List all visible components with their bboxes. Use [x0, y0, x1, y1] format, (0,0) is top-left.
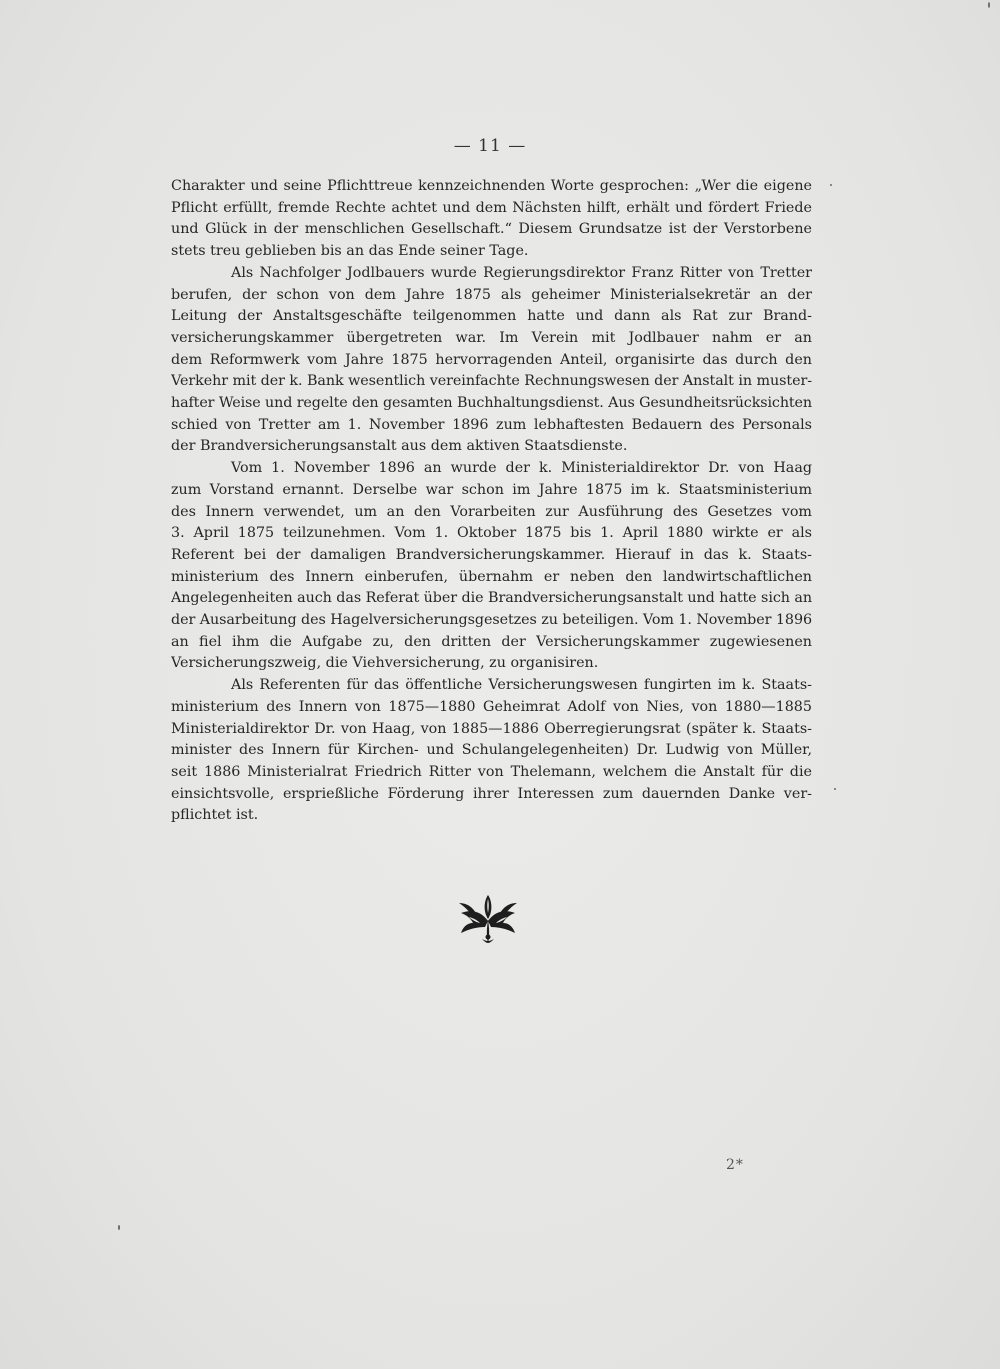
text-line: Charakter und seine Pflichttreue kennzeichnenden Worte gesprochen: „Wer die eigene [171, 178, 812, 194]
text-line: versicherungskammer übergetreten war. Im Verein mit Jodlbauer nahm er an [171, 329, 812, 346]
text-line: einsichtsvolle, ersprießliche Förderung ihrer Interessen zum dauernden Danke ver- [171, 785, 812, 802]
text-line: zum Vorstand ernannt. Derselbe war schon im Jahre 1875 im k. Staatsministerium [171, 481, 812, 498]
page-number: — 11 — [453, 136, 527, 156]
text-line: Versicherungszweig, die Viehversicherung, zu organisiren. [171, 655, 599, 672]
text-line: hafter Weise und regelte den gesamten Buchhaltungsdienst. Aus Gesundheitsrücksichten [171, 395, 812, 412]
text-line: an fiel ihm die Aufgabe zu, den dritten der Versicherungskammer zugewiesenen [171, 633, 812, 650]
body-text [171, 176, 812, 827]
text-line: Als Nachfolger Jodlbauers wurde Regierungsdirektor Franz Ritter von Tretter [231, 264, 812, 281]
text-line: Referent bei der damaligen Brandversicherungskammer. Hierauf in das k. Staats- [171, 546, 812, 563]
text-line: Als Referenten für das öffentliche Versicherungswesen fungirten im k. Staats- [231, 677, 812, 694]
text-line: des Innern verwendet, um an den Vorarbeiten zur Ausführung des Gesetzes vom [171, 503, 812, 520]
signature-mark: 2* [726, 1157, 744, 1173]
floral-vignette-icon [455, 893, 521, 945]
text-line: schied von Tretter am 1. November 1896 zum lebhaftesten Bedauern des Personals [171, 416, 812, 433]
text-line: der Ausarbeitung des Hagelversicherungsgesetzes zu beteiligen. Vom 1. November 1896 [171, 612, 812, 629]
text-line: ministerium des Innern einberufen, übernahm er neben den landwirtschaftlichen [171, 568, 812, 585]
text-line: dem Reformwerk vom Jahre 1875 hervorragenden Anteil, organisirte das durch den [171, 351, 812, 368]
text-line: Pflicht erfüllt, fremde Rechte achtet und dem Nächsten hilft, erhält und fördert Friede [171, 199, 812, 216]
text-line: Leitung der Anstaltsgeschäfte teilgenommen hatte und dann als Rat zur Brand- [171, 308, 812, 325]
text-line: minister des Innern für Kirchen- und Schulangelegenheiten) Dr. Ludwig von Müller, [171, 742, 812, 759]
text-line: der Brandversicherungsanstalt aus dem aktiven Staatsdienste. [171, 438, 628, 455]
text-line: Verkehr mit der k. Bank wesentlich vereinfachte Rechnungswesen der Anstalt in muster- [171, 373, 812, 390]
text-line: Ministerialdirektor Dr. von Haag, von 1885—1886 Oberregierungsrat (später k. Staats- [171, 720, 812, 737]
text-line: berufen, der schon von dem Jahre 1875 als geheimer Ministerialsekretär an der [171, 286, 812, 303]
text-line: 3. April 1875 teilzunehmen. Vom 1. Oktober 1875 bis 1. April 1880 wirkte er als [171, 525, 812, 542]
text-line: und Glück in der menschlichen Gesellschaft.“ Diesem Grundsatze ist der Verstorbene [171, 221, 812, 238]
text-line: stets treu geblieben bis an das Ende seiner Tage. [171, 243, 529, 260]
text-line: pflichtet ist. [171, 807, 259, 824]
text-line: Angelegenheiten auch das Referat über die Brandversicherungsanstalt und hatte sich an [171, 590, 812, 607]
text-line: Vom 1. November 1896 an wurde der k. Ministerialdirektor Dr. von Haag [231, 460, 812, 477]
text-line: seit 1886 Ministerialrat Friedrich Ritter von Thelemann, welchem die Anstalt für die [171, 763, 812, 780]
text-line: ministerium des Innern von 1875—1880 Geheimrat Adolf von Nies, von 1880—1885 [171, 698, 812, 715]
